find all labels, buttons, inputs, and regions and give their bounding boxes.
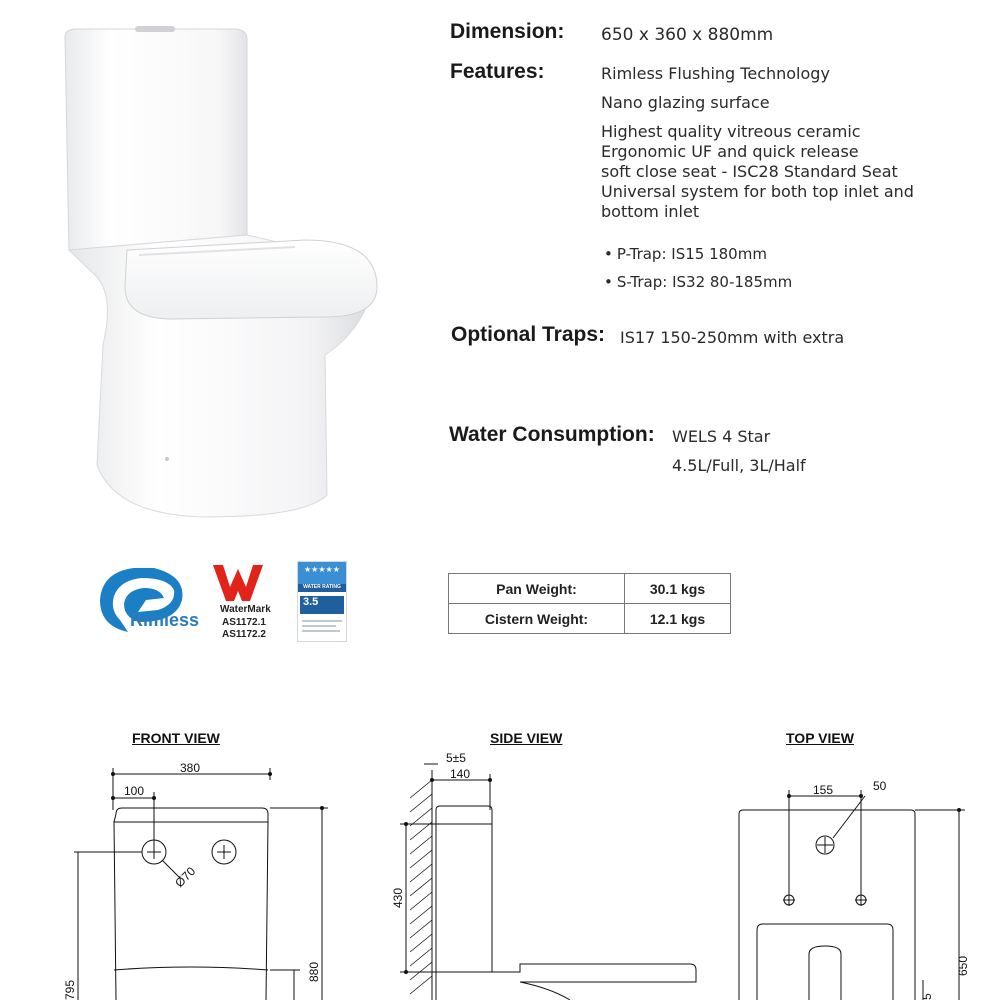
side-view-drawing [390, 750, 720, 1000]
cistern-weight-label: Cistern Weight: [449, 604, 625, 634]
p-trap-item: • P-Trap: IS15 180mm [604, 245, 767, 263]
side-inlet-offset-dim: 140 [450, 767, 471, 781]
side-view-title: SIDE VIEW [490, 730, 563, 746]
wels-rating: WELS 4 Star [672, 427, 771, 446]
optional-traps-label: Optional Traps: [451, 323, 606, 346]
top-view-title: TOP VIEW [786, 730, 854, 746]
watermark-w-icon [213, 563, 263, 603]
front-view-drawing [30, 760, 350, 1000]
front-inlet-diameter-dim: Ø70 [172, 864, 199, 891]
wels-stars-band [298, 562, 346, 584]
table-row [449, 604, 731, 634]
wels-rating-label [297, 561, 347, 642]
top-view-drawing [725, 770, 990, 1000]
feature-item: Highest quality vitreous ceramic [601, 122, 861, 141]
wels-fineprint-line [302, 630, 340, 632]
pan-weight-label: Pan Weight: [449, 574, 625, 604]
watermark-name: WaterMark [220, 604, 271, 615]
side-cistern-height-dim: 430 [391, 887, 405, 908]
star-icon: ★★★★★ [304, 565, 340, 574]
features-label: Features: [450, 60, 545, 83]
rimless-logo-text: Rimless [130, 610, 200, 630]
feature-item: Nano glazing surface [601, 93, 770, 112]
table-row [449, 574, 731, 604]
top-seat-offset-dim: 5 [920, 993, 934, 1000]
rimless-logo [94, 560, 219, 640]
front-inlet-height-dim: 795 [63, 979, 77, 1000]
feature-item: Universal system for both top inlet and [601, 182, 914, 201]
top-length-dim: 650 [956, 955, 970, 976]
wels-heading: WATER RATING [298, 584, 346, 592]
cistern-weight-value: 12.1 kgs [625, 604, 731, 634]
toilet-product-image [55, 25, 395, 525]
feature-item: Ergonomic UF and quick release [601, 142, 859, 161]
side-wall-gap-dim: 5±5 [446, 751, 466, 765]
wels-fineprint-line [302, 620, 342, 622]
feature-item: soft close seat - ISC28 Standard Seat [601, 162, 898, 181]
watermark-standard-2: AS1172.2 [222, 629, 266, 640]
wels-value: 3.5 [300, 596, 344, 614]
watermark-logo [210, 563, 290, 643]
top-inlet-diameter-dim: 50 [873, 779, 887, 793]
wels-fineprint-line [302, 625, 336, 627]
front-inlet-offset-dim: 100 [124, 784, 145, 798]
front-view-title: FRONT VIEW [132, 730, 220, 746]
dimension-value: 650 x 360 x 880mm [601, 25, 774, 45]
front-height-dim: 880 [307, 961, 321, 982]
s-trap-item: • S-Trap: IS32 80-185mm [604, 273, 792, 291]
features-list [601, 64, 991, 222]
weight-table [448, 573, 731, 634]
front-width-dim: 380 [180, 761, 201, 775]
dimension-label: Dimension: [450, 20, 565, 43]
optional-traps-value: IS17 150-250mm with extra [620, 328, 845, 347]
feature-item: Rimless Flushing Technology [601, 64, 830, 83]
top-inlet-spacing-dim: 155 [813, 783, 834, 797]
water-consumption-label: Water Consumption: [449, 423, 655, 446]
flush-volume: 4.5L/Full, 3L/Half [672, 456, 806, 475]
feature-item: bottom inlet [601, 202, 700, 221]
pan-weight-value: 30.1 kgs [625, 574, 731, 604]
watermark-standard-1: AS1172.1 [222, 617, 266, 628]
